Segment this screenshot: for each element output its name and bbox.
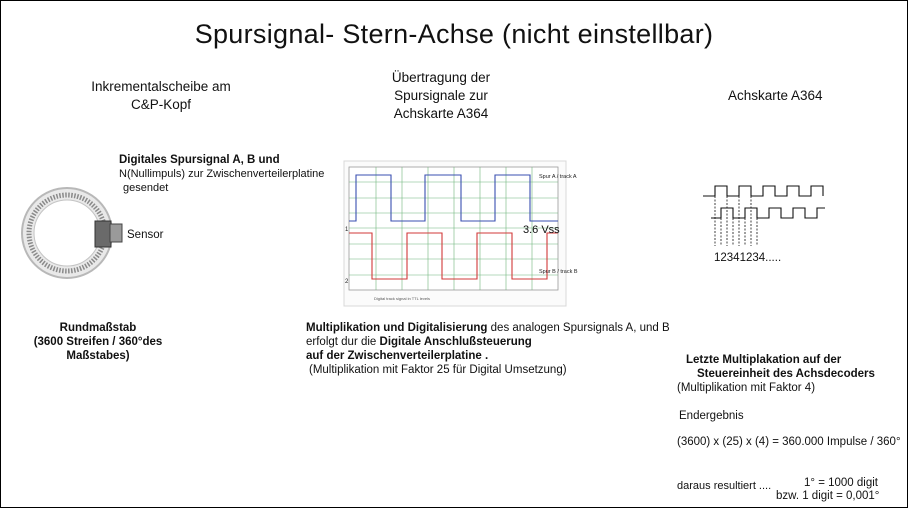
scope-marker-2: 2 xyxy=(345,279,349,285)
multiplication-line-1-bold: Multiplikation und Digitalisierung xyxy=(306,322,488,334)
quadrature-diagram xyxy=(701,184,831,254)
conclusion-prefix: daraus resultiert .... xyxy=(677,480,772,492)
multiplication-line-2-prefix: erfolgt dur die xyxy=(306,336,380,348)
encoder-disc-diagram xyxy=(11,191,131,281)
digital-signal-text xyxy=(119,153,324,195)
sensor-block xyxy=(95,221,111,247)
slide-title: Spursignal- Stern-Achse (nicht einstellbar) xyxy=(194,19,714,49)
quadrature-track-b xyxy=(711,208,825,218)
scale-description xyxy=(23,321,173,363)
left-heading xyxy=(81,78,241,114)
middle-heading-line-3: Achskarte A364 xyxy=(393,106,489,121)
middle-heading xyxy=(371,69,511,123)
last-mult-line-1: Letzte Multiplakation auf der xyxy=(686,354,842,366)
scope-track-b-label: Spur B / track B xyxy=(539,269,578,275)
encoder-disc-inner xyxy=(34,200,100,266)
scale-line-3: Maßstabes) xyxy=(66,350,130,362)
multiplication-description xyxy=(306,321,670,377)
multiplication-line-4: (Multiplikation mit Faktor 25 für Digital Umsetzung) xyxy=(309,364,567,376)
scale-line-1: Rundmaßstab xyxy=(59,322,137,334)
left-heading-line-1: Inkrementalscheibe am xyxy=(91,79,231,94)
middle-heading-line-2: Spursignale zur xyxy=(394,88,488,103)
quadrature-track-a xyxy=(703,186,823,196)
quadrature-edges xyxy=(715,196,757,246)
scale-line-2: (3600 Streifen / 360°des xyxy=(33,336,163,348)
left-heading-line-2: C&P-Kopf xyxy=(130,97,192,112)
count-sequence: 12341234..... xyxy=(714,252,782,264)
multiplication-line-2-bold: Digitale Anschlußsteuerung xyxy=(379,336,532,348)
result-formula: (3600) x (25) x (4) = 360.000 Impulse / 360° xyxy=(677,436,901,448)
multiplication-line-3: auf der Zwischenverteilerplatine . xyxy=(306,350,489,362)
scope-marker-1: 1 xyxy=(345,227,349,233)
voltage-label: 3.6 Vss xyxy=(523,224,560,236)
digital-signal-null-pulse: N(Nullimpuls) xyxy=(119,168,186,180)
scope-track-a-label: Spur A / track A xyxy=(539,174,577,180)
digital-signal-destination: zur Zwischenverteilerplatine xyxy=(185,168,325,180)
sensor-head xyxy=(110,224,122,242)
last-mult-line-3: (Multiplikation mit Faktor 4) xyxy=(677,382,816,394)
conclusion-2: bzw. 1 digit = 0,001° xyxy=(776,490,880,502)
result-label: Endergebnis xyxy=(679,410,744,422)
scope-caption: Digital track signal in TTL levels xyxy=(374,296,431,301)
digital-signal-line-3: gesendet xyxy=(123,182,169,194)
middle-heading-line-1: Übertragung der xyxy=(391,70,491,85)
right-heading: Achskarte A364 xyxy=(728,88,823,103)
digital-signal-line-1: Digitales Spursignal A, B und xyxy=(119,154,280,166)
sensor-label: Sensor xyxy=(127,229,164,241)
multiplication-line-1-rest: des analogen Spursignals A, und B xyxy=(487,322,670,334)
conclusion-1: 1° = 1000 digit xyxy=(804,477,878,489)
last-multiplication xyxy=(677,353,875,395)
last-mult-line-2: Steuereinheit des Achsdecoders xyxy=(697,368,875,380)
